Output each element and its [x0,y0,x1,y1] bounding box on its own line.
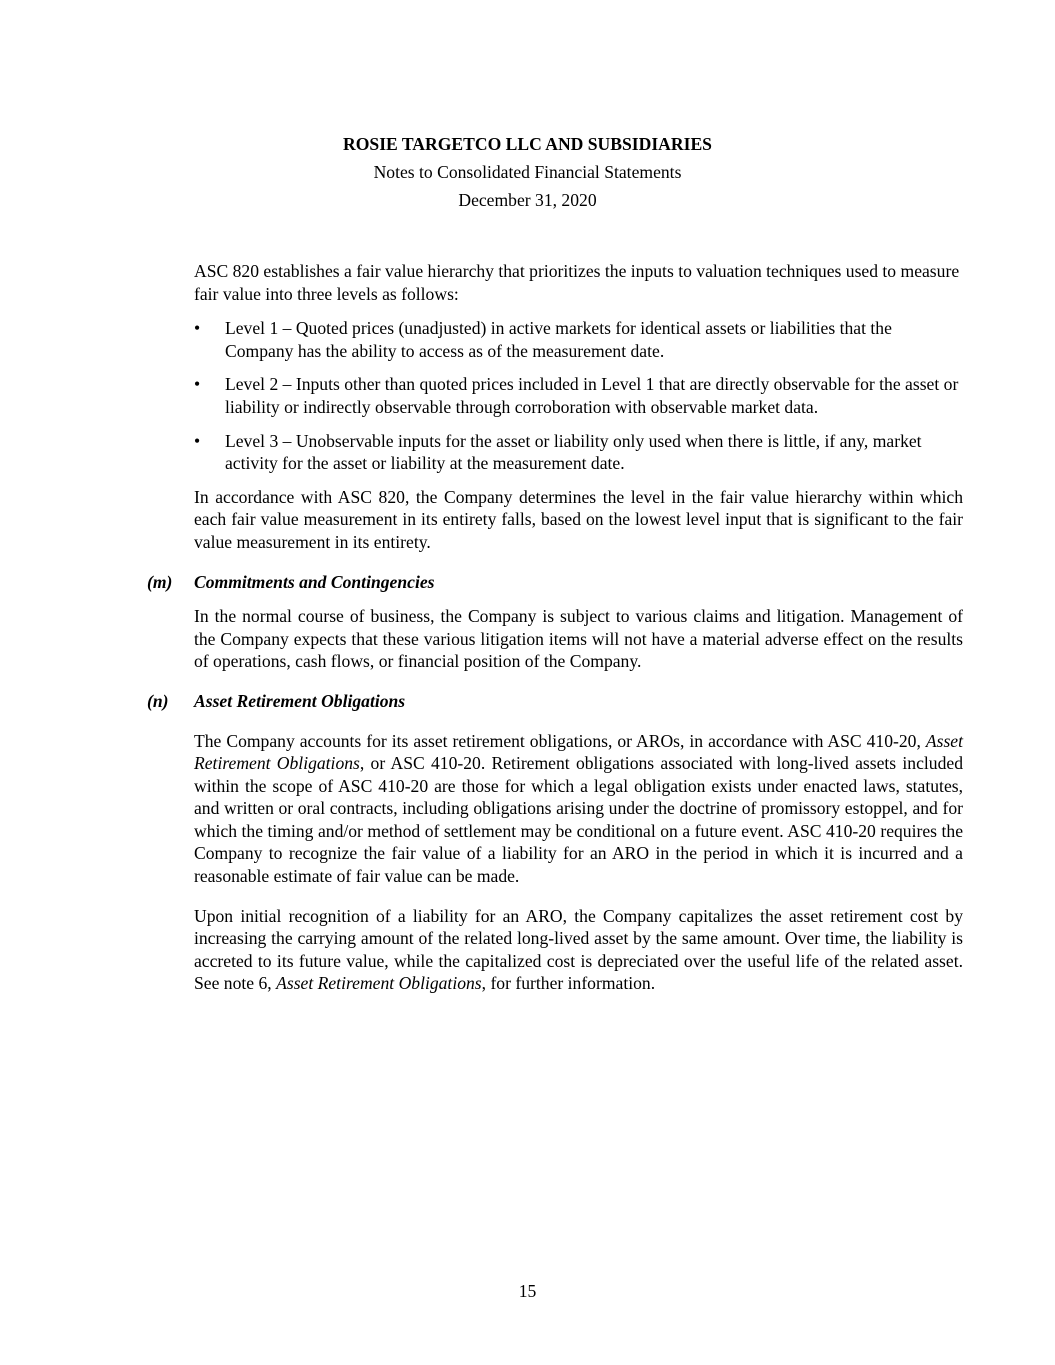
page-number: 15 [518,1281,537,1301]
aro-p2-italic-title: Asset Retirement Obligations [276,973,482,994]
aro-paragraph-1 [194,730,963,888]
section-title-m: Commitments and Contingencies [194,571,435,592]
section-letter-n: (n) [147,690,169,711]
list-item-level-2 [194,373,963,418]
document-header [0,130,1055,214]
fair-value-levels-list [194,317,963,475]
aro-p1-italic-title: Asset Retirement Obligations [194,730,963,774]
section-title-n: Asset Retirement Obligations [194,690,406,711]
aro-p1-text-a: The Company accounts for its asset retirement obligations, or AROs, in accordance with ASC 410-20, [194,730,926,751]
section-heading-n [147,690,963,713]
document-title: Notes to Consolidated Financial Statements [373,162,682,182]
commitments-paragraph: In the normal course of business, the Company is subject to various claims and litigation. Management of the Company expects that these various litigation items will not have a material adverse effect on the results of operations, cash flows, or financial position of the Company. [194,606,963,672]
bullet-icon: • [194,374,201,395]
company-name: ROSIE TARGETCO LLC AND SUBSIDIARIES [343,134,712,154]
fair-value-conclusion: In accordance with ASC 820, the Company determines the level in the fair value hierarchy within which each fair value measurement in its entirety falls, based on the lowest level input that is significant to the fair value measurement in its entirety. [194,486,963,552]
section-heading-m [147,571,963,594]
document-date: December 31, 2020 [458,190,597,210]
bullet-icon: • [194,430,201,451]
aro-p2-text-b: , for further information. [481,973,656,994]
level-3-text: Level 3 – Unobservable inputs for the asset or liability only used when there is little, if any, market activity for the asset or liability at the measurement date. [225,430,922,474]
section-letter-m: (m) [147,571,173,592]
level-1-text: Level 1 – Quoted prices (unadjusted) in active markets for identical assets or liabilities that the Company has the ability to access as of the measurement date. [225,318,892,361]
list-item-level-3 [194,430,963,475]
aro-paragraph-2 [194,905,963,995]
list-item-level-1 [194,317,963,362]
fair-value-intro: ASC 820 establishes a fair value hierarchy that prioritizes the inputs to valuation techniques used to measure fair value into three levels as follows: [194,261,960,304]
aro-p2-text-a: Upon initial recognition of a liability for an ARO, the Company capitalizes the asset retirement cost by increasing the carrying amount of the related long-lived asset by the same amount. Over time, the liability is accreted to its future value, while the capitalized cost is depreciated over the useful life of the related asset. See note 6, [194,905,963,994]
document-body [147,260,963,995]
level-2-text: Level 2 – Inputs other than quoted prices included in Level 1 that are directly observable for the asset or liability or indirectly observable through corroboration with observable market data. [225,374,959,417]
aro-p1-text-b: , or ASC 410-20. Retirement obligations associated with long-lived assets included within the scope of ASC 410-20 are those for which a legal obligation exists under enacted laws, statutes, and written or oral contracts, including obligations arising under the doctrine of promissory estoppel, and for which the timing and/or method of settlement may be conditional on a future event. ASC 410-20 requires the Company to recognize the fair value of a liability for an ARO in the period in which it is incurred and a reasonable estimate of fair value can be made. [194,753,963,887]
bullet-icon: • [194,318,201,339]
